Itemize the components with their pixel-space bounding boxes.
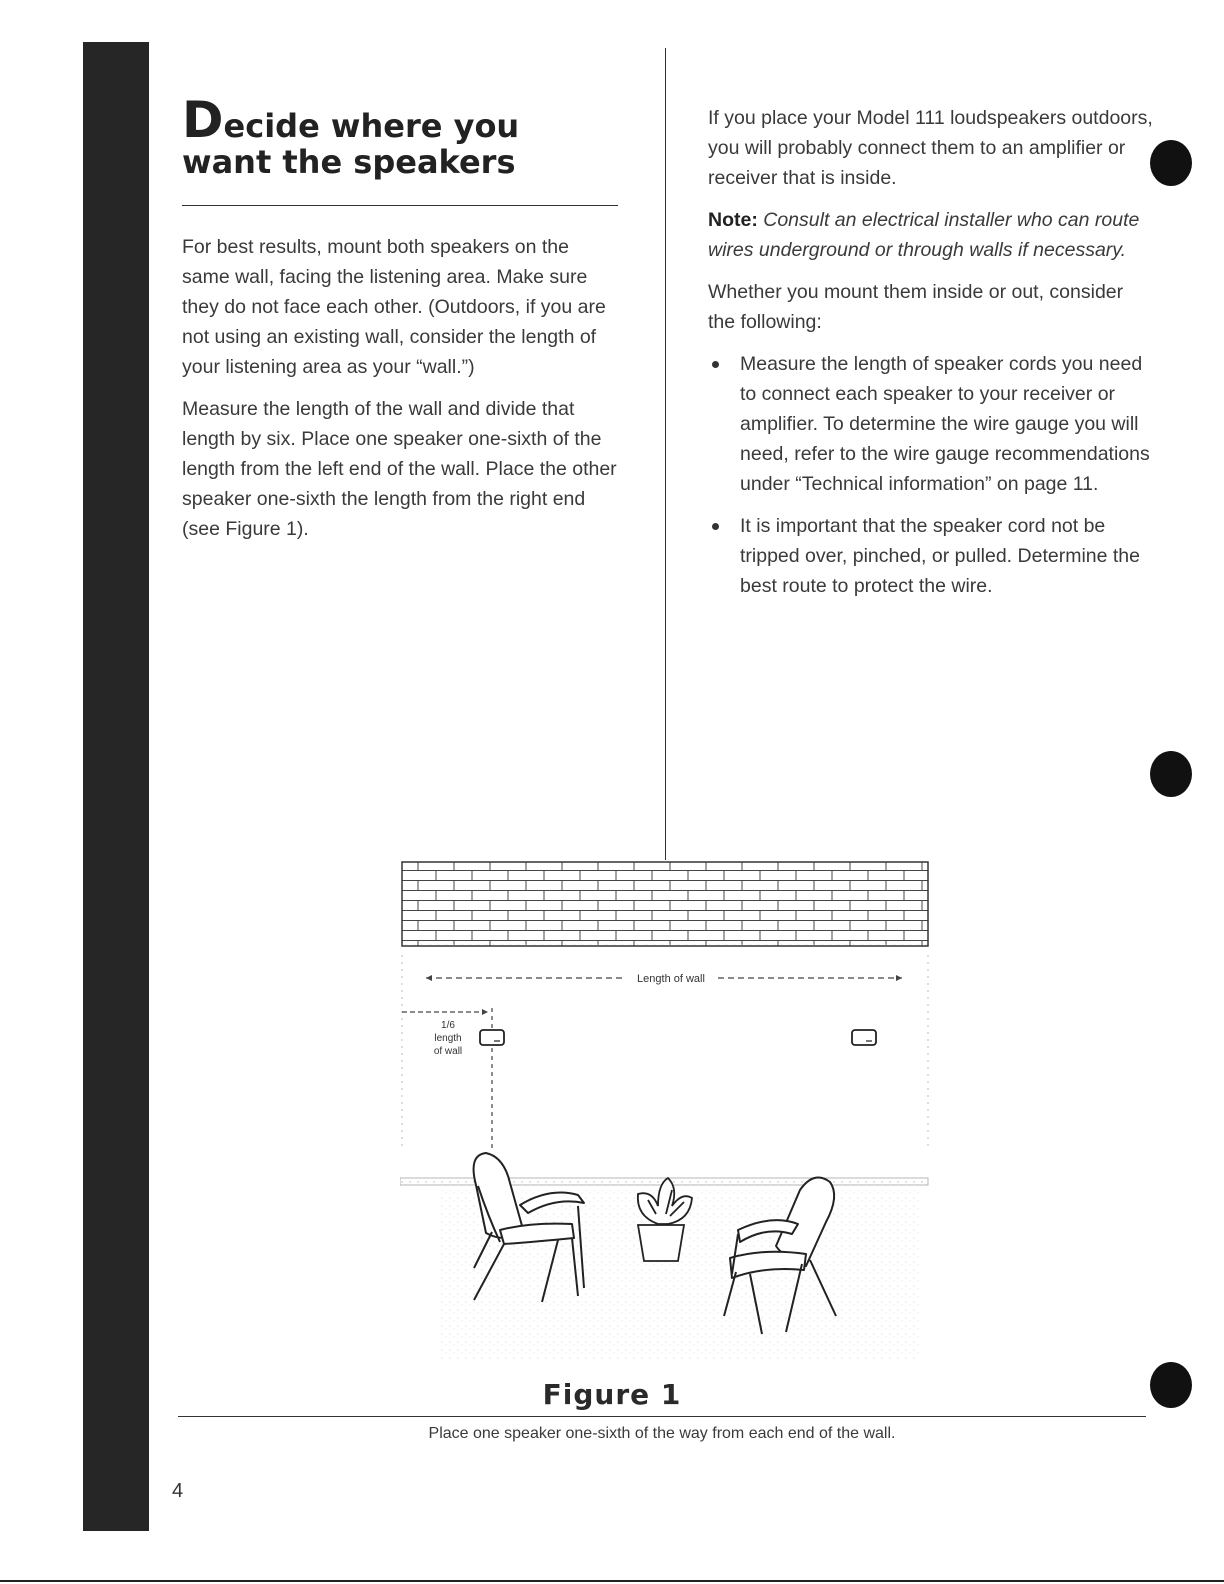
- figure-title: Figure 1: [542, 1378, 682, 1411]
- column-divider: [665, 48, 666, 860]
- wall-length-dimension: [426, 973, 902, 985]
- heading-rule: [182, 205, 618, 206]
- page-number: 4: [172, 1480, 184, 1502]
- note-text: Consult an electrical installer who can route wires underground or through walls if necessary.: [708, 209, 1140, 261]
- note-label: Note:: [708, 209, 758, 231]
- right-column: [708, 103, 1153, 613]
- brick-wall: [402, 862, 928, 949]
- heading-line-2: want the speakers: [182, 143, 516, 181]
- bullet-list: [708, 349, 1153, 601]
- right-speaker-icon: [852, 1030, 876, 1045]
- paragraph-consider: Whether you mount them inside or out, consider the following:: [708, 281, 1124, 333]
- one-sixth-label-length: length: [434, 1033, 462, 1044]
- one-sixth-label-of-wall: of wall: [433, 1046, 463, 1057]
- length-of-wall-label: Length of wall: [637, 973, 705, 985]
- paragraph-placement: For best results, mount both speakers on the same wall, facing the listening area. Make sure they do not face each other. (Outdoors, if you are not using an existing wall, consider the length of your listening area as your “wall.”): [182, 236, 606, 378]
- list-item: Measure the length of speaker cords you need to connect each speaker to your receiver or amplifier. To determine the wire gauge you will need, refer to the wire gauge recommendations under “Technical information” on page 11.: [708, 349, 1153, 499]
- punch-hole: [1150, 140, 1192, 186]
- left-column: [182, 232, 622, 556]
- page-bottom-edge: [0, 1580, 1224, 1582]
- paragraph-measure: Measure the length of the wall and divide that length by six. Place one speaker one-sixth of the length from the left end of the wall. Place the other speaker one-sixth the length from the right end (see Figure 1).: [182, 398, 617, 540]
- heading-line-1: ecide where you: [223, 107, 520, 145]
- note: [708, 205, 1153, 265]
- caption-rule: [178, 1416, 1146, 1417]
- punch-hole: [1150, 751, 1192, 797]
- punch-hole: [1150, 1362, 1192, 1408]
- figure-caption: Place one speaker one-sixth of the way from each end of the wall.: [428, 1425, 896, 1442]
- list-item: It is important that the speaker cord not be tripped over, pinched, or pulled. Determine the best route to protect the wire.: [708, 511, 1153, 601]
- section-heading: [182, 91, 622, 181]
- heading-dropcap: D: [182, 91, 224, 149]
- sidebar-bar: [83, 42, 149, 1531]
- one-sixth-dimension: [402, 1008, 492, 1150]
- one-sixth-label-fraction: 1/6: [441, 1020, 455, 1031]
- figure-illustration: [400, 860, 940, 1380]
- left-speaker-icon: [480, 1030, 504, 1045]
- paragraph-outdoors: If you place your Model 111 loudspeakers outdoors, you will probably connect them to an amplifier or receiver that is inside.: [708, 107, 1153, 189]
